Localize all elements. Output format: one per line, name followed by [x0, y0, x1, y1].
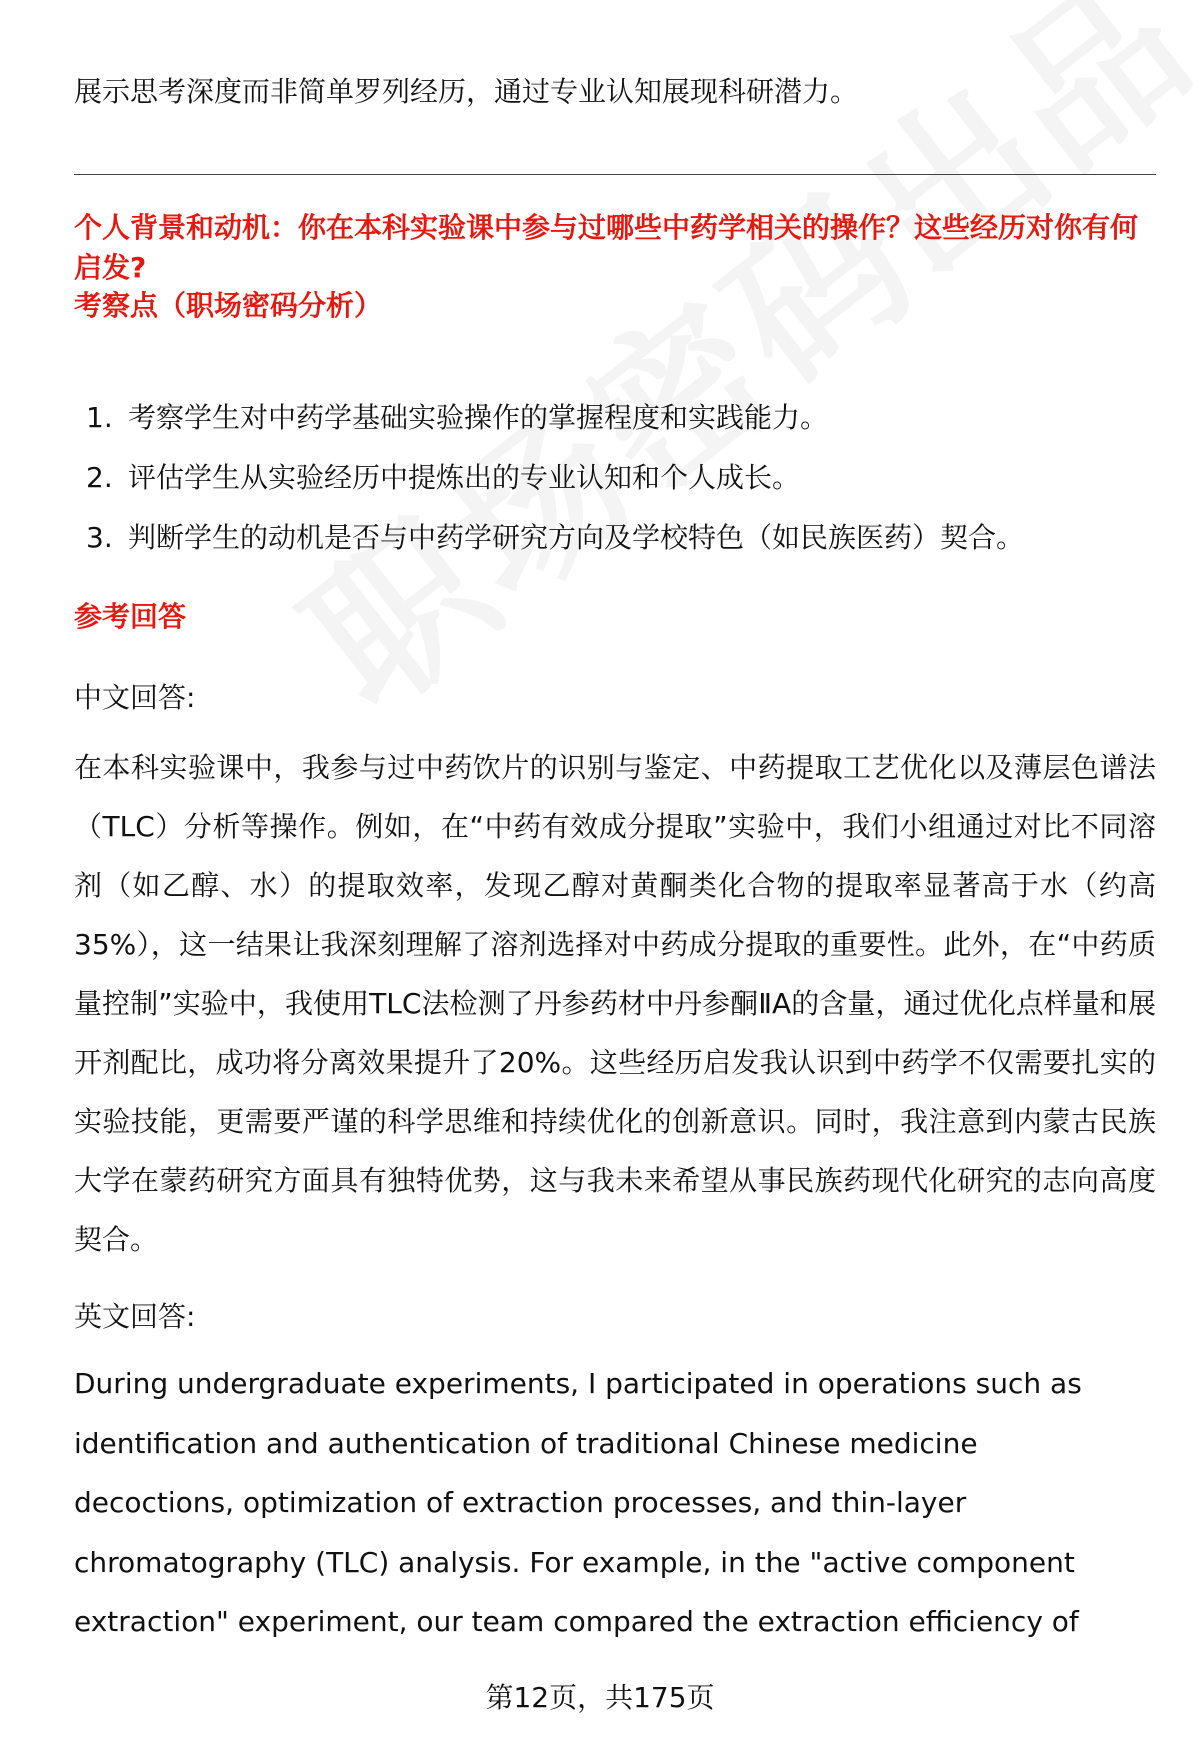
chinese-answer-text: 在本科实验课中，我参与过中药饮片的识别与鉴定、中药提取工艺优化以及薄层色谱法（TLC）分析等操作。例如，在“中药有效成分提取”实验中，我们小组通过对比不同溶剂（如乙醇、水）的提取效率，发现乙醇对黄酮类化合物的提取率显著高于水（约高35%），这一结果让我深刻理解了溶剂选择对中药成分提取的重要性。此外，在“中药质量控制”实验中，我使用TLC法检测了丹参药材中丹参酮ⅡA的含量，通过优化点样量和展开剂配比，成功将分离效果提升了20%。这些经历启发我认识到中药学不仅需要扎实的实验技能，更需要严谨的科学思维和持续优化的创新意识。同时，我注意到内蒙古民族大学在蒙药研究方面具有独特优势，这与我未来希望从事民族药现代化研究的志向高度契合。 [74, 751, 1156, 1256]
chinese-answer-label: 中文回答: [74, 681, 196, 714]
watermark [250, 0, 1200, 753]
list-item [74, 458, 1164, 498]
list-item-number: 2. [86, 461, 113, 494]
list-item-text: 考察学生对中药学基础实验操作的掌握程度和实践能力。 [128, 401, 829, 434]
list-item [74, 398, 1164, 438]
list-item-text: 判断学生的动机是否与中药学研究方向及学校特色（如民族医药）契合。 [128, 521, 1025, 554]
english-answer-label: 英文回答: [74, 1300, 196, 1333]
exam-points-heading: 考察点（职场密码分析） [74, 289, 383, 322]
exam-points-list [74, 398, 1164, 578]
list-item-number: 1. [86, 401, 113, 434]
intro-text: 展示思考深度而非简单罗列经历，通过专业认知展现科研潜力。 [74, 75, 859, 108]
question-heading: 个人背景和动机：你在本科实验课中参与过哪些中药学相关的操作？这些经历对你有何启发? [74, 211, 1139, 284]
page-number: 第12页，共175页 [485, 1681, 715, 1714]
english-answer-text: During undergraduate experiments, I participated in operations such as identification and authentication of traditional Chinese medicine decoctions, optimization of extraction processes, and thin-layer chromatography (TLC) analysis. For example, in the "active component extraction" experiment, our team compared the extraction efficiency of [74, 1367, 1082, 1638]
divider [74, 174, 1156, 175]
list-item-number: 3. [86, 521, 113, 554]
list-item-text: 评估学生从实验经历中提炼出的专业认知和个人成长。 [128, 461, 801, 494]
list-item [74, 518, 1164, 558]
reference-heading: 参考回答 [74, 600, 187, 633]
